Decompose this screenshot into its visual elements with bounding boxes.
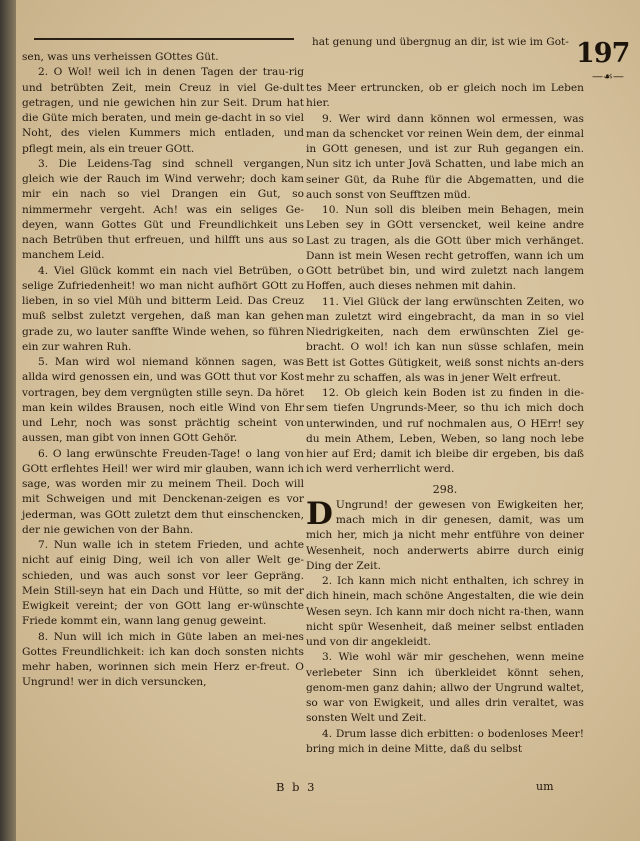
verse-paragraph: 4. Viel Glück kommt ein nach viel Betrüben, o selige Zufriedenheit! wo man nicht aufhört GOtt zu lieben, in so viel Müh und bitterm Leid. Das Creuz muß selbst zuletzt vergehen, daß man kan gehen grade zu, wo lauter sanffte Winde wehen, so führen ein zur wahren Ruh. [22, 264, 304, 353]
catchword: um [536, 780, 554, 793]
verse-paragraph: 10. Nun soll dis bleiben mein Behagen, mein Leben sey in GOtt versencket, weil keine andre Last zu tragen, als die GOtt über mich verhänget. Dann ist mein Wesen recht getroffen, wann ich um GOtt betrübet bin, und wird zuletzt nach langem Hoffen, auch dieses nehmen mit dahin. [306, 204, 584, 293]
verse-paragraph: 2. O Wol! weil ich in denen Tagen der trau-rig und betrübten Zeit, mein Creuz in viel Ge-dult getragen, und nie gewichen hin zur Seit. Drum hat die Güte mich beraten, und mein ge-dacht in so viel Noht, des vielen Kummers mich entladen, und pflegt mein, als ein treuer GOtt. [22, 66, 304, 155]
verse-paragraph: 12. Ob gleich kein Boden ist zu finden in die-sem tiefen Ungrunds-Meer, so thu ich mich doch unterwinden, und ruf nochmalen aus, O HErr! sey du mein Athem, Leben, Weben, so lang noch lebe hier auf Erd; damit ich bleibe dir ergeben, bis daß ich werd verherrlicht werd. [306, 387, 584, 476]
hymn-verse: 2. Ich kann mich nicht enthalten, ich schrey in dich hinein, mach schöne Angestalten, die wie dein Wesen seyn. Ich kann mir doch nicht ra-then, wann nicht spür Wesenheit, daß meiner selbst entladen und von dir angekleidt. [306, 575, 584, 648]
right-column [306, 81, 584, 757]
hymn-verse: 4. Drum lasse dich erbitten: o bodenloses Meer! bring mich in deine Mitte, daß du selbst [306, 727, 584, 755]
verse-paragraph: 8. Nun will ich mich in Güte laben an mei-nes Gottes Freundlichkeit: ich kan doch sonsten nichts mehr haben, worinnen sich mein Herz er-freut. O Ungrund! wer in dich versuncken, [22, 630, 304, 689]
drop-cap: D [306, 495, 333, 532]
verse-paragraph: 7. Nun walle ich in stetem Frieden, und achte nicht auf einig Ding, weil ich von aller Welt ge-schieden, und was auch sonst vor leer Gepräng. Mein Still-seyn hat ein Dach und Hütte, so mit der Ewigkeit vereint; der von GOtt lang er-wünschte Friede kommt ein, wann lang genug geweint. [22, 539, 304, 628]
page-number: 197 [576, 38, 630, 69]
ornament-icon: —☙— [592, 70, 624, 83]
head-rule [34, 38, 294, 40]
verse-continuation: tes Meer ertruncken, ob er gleich noch im Leben hier. [306, 82, 584, 110]
hymn-verse-text: Ungrund! der gewesen von Ewigkeiten her, mach mich in dir genesen, damit, was um mich her, mich ja nicht mehr entführe von deiner Wesenheit, noch anderwerts abirre durch einig Ding der Zeit. [306, 498, 584, 572]
verse-paragraph: 5. Man wird wol niemand können sagen, was allda wird genossen ein, und was GOtt thut vor Kost vortragen, bey dem vergnügten stille seyn. Da höret man kein wildes Brausen, noch eitle Wind von Ehr und Lehr, noch was sonst prächtig scheint von aussen, man gibt von innen GOtt Gehör. [22, 356, 304, 445]
left-column [22, 50, 304, 691]
verse-paragraph: 3. Die Leidens-Tag sind schnell vergangen, gleich wie der Rauch im Wind verwehr; doch kam mir ein nach so viel Drangen ein Gut, so nimmermehr vergeht. Ach! was ein seliges Ge-deyen, wann Gottes Güt und Freundlichkeit uns nach Betrüben thut erfreuen, und hilfft uns aus so manchem Leid. [22, 157, 304, 262]
hymn-number: 298. [432, 482, 458, 496]
hymn-verse [306, 495, 584, 574]
verse-paragraph: 11. Viel Glück der lang erwünschten Zeiten, wo man zuletzt wird eingebracht, da man in so viel Niedrigkeiten, nach dem erwünschten Ziel ge-bracht. O wol! ich kan nun süsse schlafen, mein Bett ist Gottes Gütigkeit, weiß sonst nichts an-ders mehr zu schaffen, als was in jener Welt erfreut. [306, 295, 584, 384]
verse-paragraph: 9. Wer wird dann können wol ermessen, was man da schencket vor reinen Wein dem, der einmal in GOtt genesen, und ist zur Ruh gegangen ein. Nun sitz ich unter Jovä Schatten, und labe mich an seiner Güt, da Ruhe für die Abgematten, und die auch sonst von Seufftzen müd. [306, 112, 584, 201]
page-gutter [0, 0, 16, 841]
top-line: sen, was uns verheissen GOttes Güt. [22, 51, 219, 63]
verse-paragraph: 6. O lang erwünschte Freuden-Tage! o lang von GOtt erflehtes Heil! wer wird mir glauben, wann ich sage, was worden mir zu meinem Theil. Doch will mit Schweigen und mit Denckenan-zeigen es vor jederman, was GOtt zuletzt dem thut einschencken, der nie gewichen von der Bahn. [22, 447, 304, 536]
running-head: hat genung und übergnug an dir, ist wie im Got- [312, 36, 569, 48]
hymn-verse: 3. Wie wohl wär mir geschehen, wenn meine verlebeter Sinn ich überkleidet könnt sehen, genom-men ganz dahin; allwo der Ungrund waltet, so war von Ewigkeit, und alles drin veraltet, was sonsten Welt und Zeit. [306, 651, 584, 725]
printer-signature: B b 3 [276, 780, 317, 794]
